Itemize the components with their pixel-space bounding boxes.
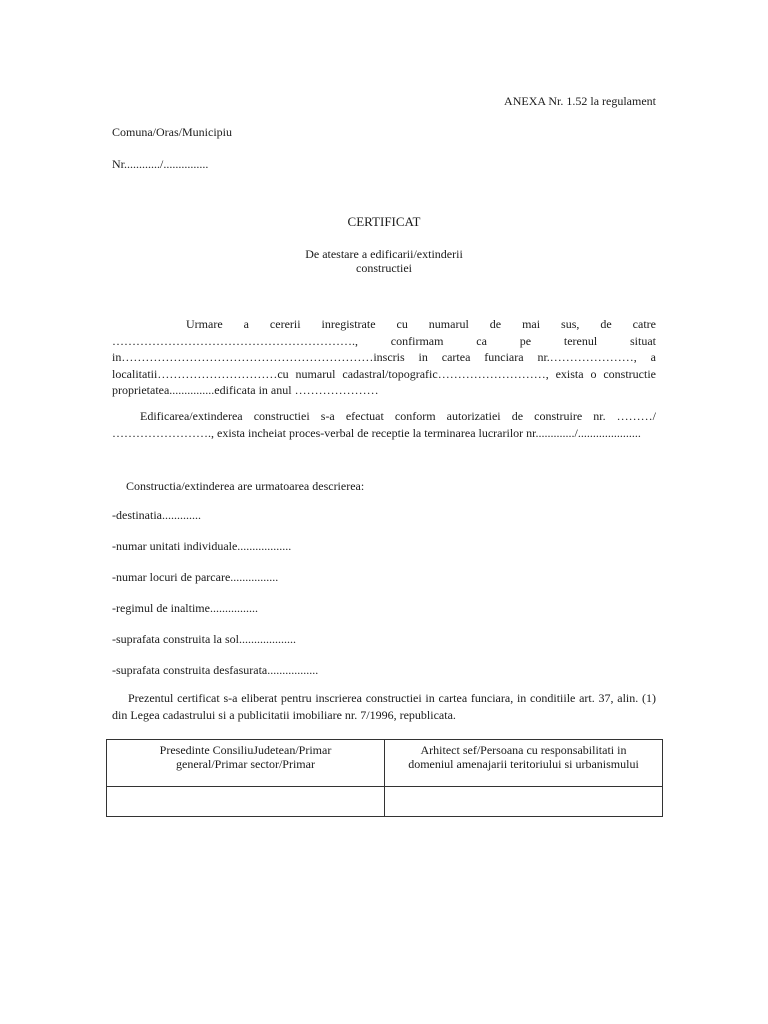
signature-table xyxy=(106,739,663,817)
document-title: CERTIFICAT xyxy=(347,214,421,229)
signature-header-right xyxy=(385,740,663,787)
description-item-height-regime: -regimul de inaltime................ xyxy=(112,601,258,615)
subtitle-line-2: constructiei xyxy=(356,261,412,275)
signature-right-line-1: Arhitect sef/Persoana cu responsabilitati in xyxy=(420,743,627,757)
description-item-ground-area: -suprafata construita la sol................... xyxy=(112,632,296,646)
annex-reference: ANEXA Nr. 1.52 la regulament xyxy=(504,94,656,108)
signature-right-line-2: domeniul amenajarii teritoriului si urbanismului xyxy=(408,757,639,771)
description-item-destination: -destinatia............. xyxy=(112,508,201,522)
signature-blank-row xyxy=(107,787,663,817)
description-item-parking: -numar locuri de parcare................ xyxy=(112,570,279,584)
signature-blank-right xyxy=(385,787,663,817)
signature-left-line-2: general/Primar sector/Primar xyxy=(176,757,315,771)
signature-blank-left xyxy=(107,787,385,817)
description-item-built-area: -suprafata construita desfasurata................. xyxy=(112,663,319,677)
description-item-units: -numar unitati individuale.................. xyxy=(112,539,292,553)
signature-left-line-1: Presedinte ConsiliuJudetean/Primar xyxy=(159,743,332,757)
signature-header-row xyxy=(107,740,663,787)
registration-number: Nr............/............... xyxy=(112,157,209,171)
paragraph-legal-basis: Prezentul certificat s-a eliberat pentru inscrierea constructiei in cartea funciara, in conditiile art. 37, alin. (1) din Legea cadastrului si a publicitatii imobiliare nr. 7/1996, republicata. xyxy=(112,691,656,722)
document-subtitle xyxy=(0,247,768,275)
signature-header-left xyxy=(107,740,385,787)
paragraph-description-intro: Constructia/extinderea are urmatoarea descrierea: xyxy=(126,479,365,493)
locality-label: Comuna/Oras/Municipiu xyxy=(112,125,232,139)
paragraph-request: Urmare a cererii inregistrate cu numarul de mai sus, de catre ……………………………………………………., confirmam ca pe terenul situat in………………………………………………………inscris in cartea funciara nr.…………………, a localitatii…………………………cu numarul cadastral/topografic………………………, exista o constructie proprietatea...............edificata in anul ………………… xyxy=(112,317,656,397)
paragraph-authorization: Edificarea/extinderea constructiei s-a efectuat conform autorizatiei de construire nr. ………/ ……………………., exista incheiat proces-verbal de receptie la terminarea lucrarilor nr............./..................... xyxy=(112,409,656,440)
subtitle-line-1: De atestare a edificarii/extinderii xyxy=(305,247,463,261)
